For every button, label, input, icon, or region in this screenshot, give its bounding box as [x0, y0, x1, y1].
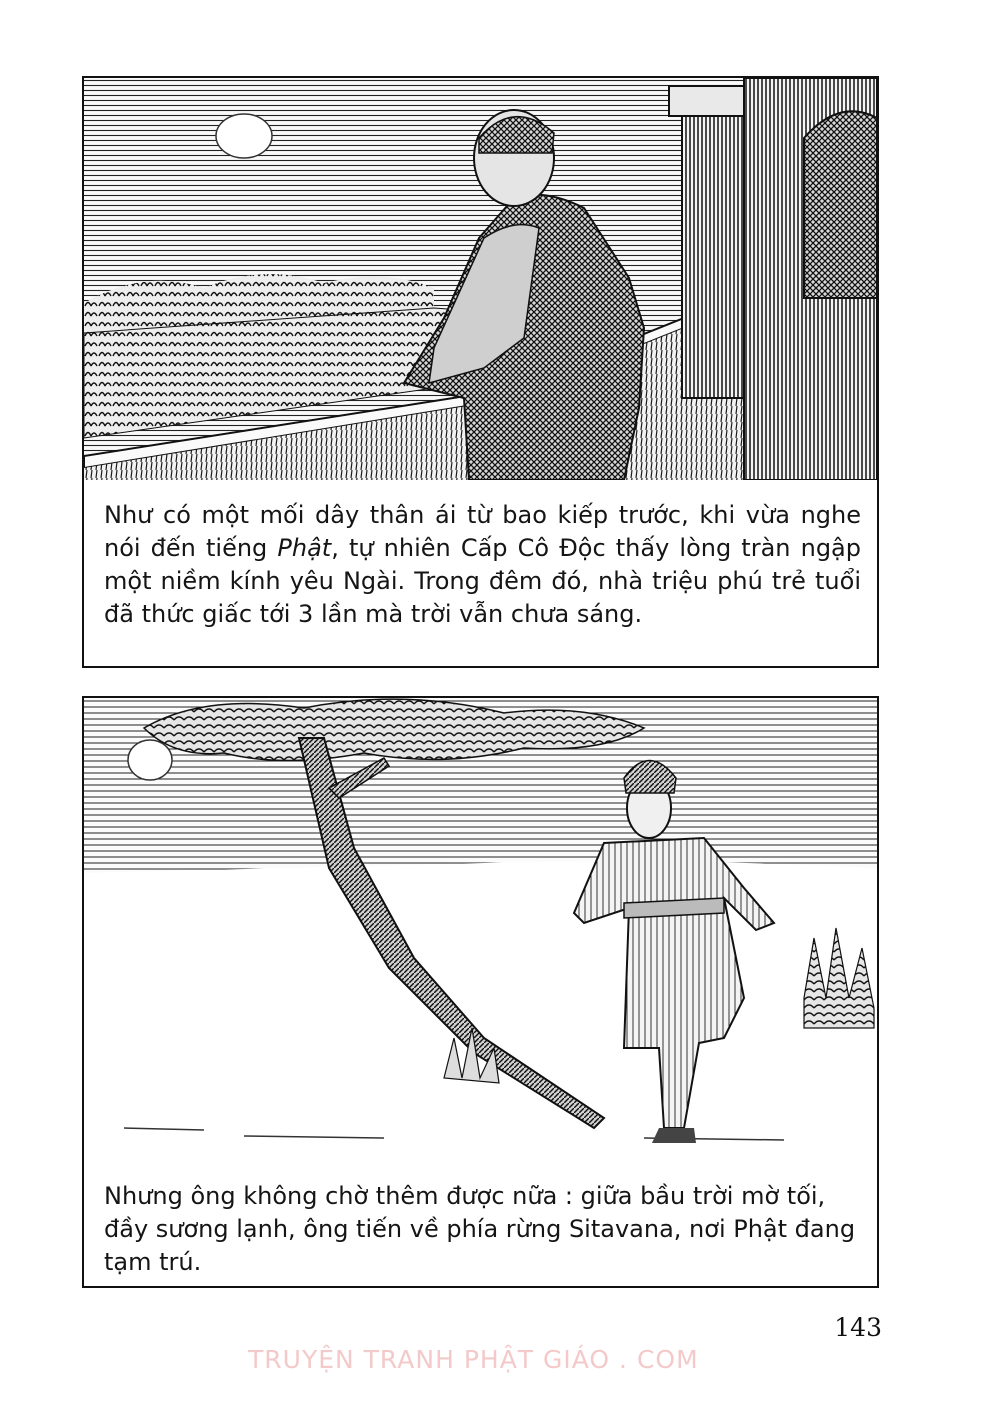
- caption-text-part-1: Như có một mối dây thân ái từ bao kiếp trước, khi vừa nghe nói đến tiếng: [104, 501, 861, 562]
- pillar: [682, 98, 744, 398]
- caption-italic-word: Phật: [277, 534, 332, 562]
- page-number: 143: [834, 1313, 882, 1342]
- comic-panel-1: [82, 76, 879, 668]
- panel-2-illustration: [84, 698, 877, 1168]
- panel-1-caption: [104, 499, 861, 631]
- moon: [216, 114, 272, 158]
- panel-2-caption: Nhưng ông không chờ thêm được nữa : giữa bầu trời mờ tối, đầy sương lạnh, ông tiến về phía rừng Sitavana, nơi Phật đang tạm trú.: [104, 1182, 856, 1276]
- moon: [128, 740, 172, 780]
- caption-text-part-2: , tự nhiên Cấp Cô Độc thấy lòng tràn ngập một niềm kính yêu Ngài. Trong đêm đó, nhà triệu phú trẻ tuổi đã thức giấc tới 3 lần mà trời vẫn chưa sáng.: [104, 534, 861, 628]
- panel-1-illustration: [84, 78, 877, 480]
- comic-panel-2: [82, 696, 879, 1288]
- watermark: TRUYỆN TRANH PHẬT GIÁO . COM: [248, 1345, 699, 1374]
- lattice-window: [804, 111, 877, 298]
